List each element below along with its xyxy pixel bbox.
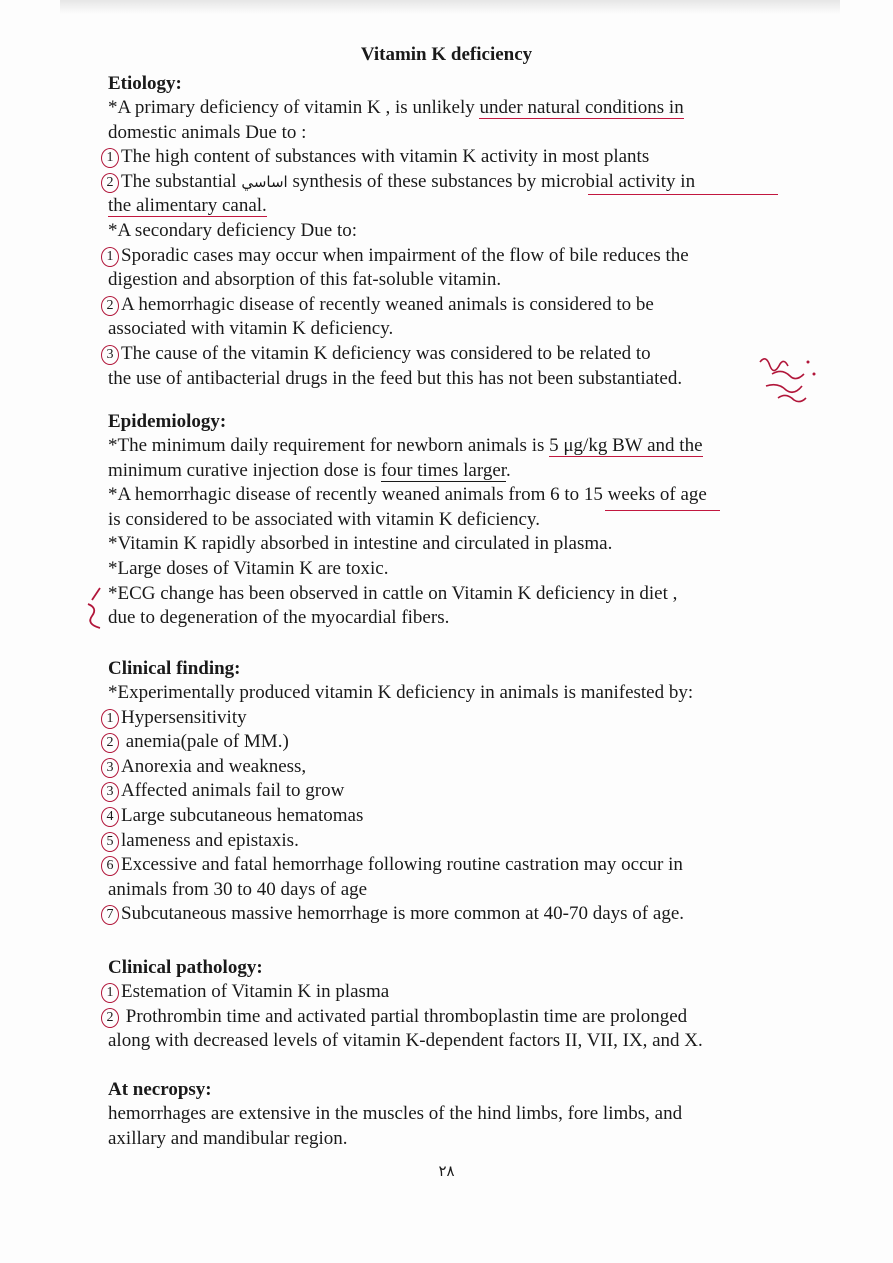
necropsy-line-1: hemorrhages are extensive in the muscles of the hind limbs, fore limbs, and [108, 1103, 683, 1124]
list-item-text: Excessive and fatal hemorrhage following routine castration may occur in [121, 854, 683, 876]
scan-edge-shadow [60, 0, 840, 14]
etiology-item-1 [108, 145, 798, 170]
list-item-text: lameness and epistaxis. [121, 829, 299, 851]
secondary-heading: *A secondary deficiency Due to: [108, 219, 358, 241]
necropsy-heading: At necropsy: [108, 1079, 212, 1100]
circled-number: 1 [101, 983, 119, 1003]
clinical-finding-list [108, 706, 798, 927]
circled-number: 3 [101, 782, 119, 802]
circled-number: 2 [101, 733, 119, 753]
page-number: ٢٨ [438, 1162, 455, 1180]
handwritten-underline [588, 194, 778, 195]
circled-number: 3 [101, 345, 119, 365]
list-item-text: Hypersensitivity [121, 706, 247, 728]
etiology-heading: Etiology: [108, 73, 182, 94]
underlined-text: four times larger [380, 459, 507, 481]
list-item [108, 755, 798, 780]
handwritten-underline [605, 510, 720, 511]
etiology-item-2 [108, 170, 798, 195]
circled-number: 4 [101, 807, 119, 827]
etiology-intro-line1 [108, 96, 798, 121]
list-item-text: Large subcutaneous hematomas [121, 804, 364, 826]
list-item-text: Anorexia and weakness, [121, 755, 307, 777]
circled-number: 1 [101, 709, 119, 729]
text-span: Estemation of Vitamin K in plasma [121, 981, 390, 1002]
circled-number: 2 [101, 173, 119, 193]
clinical-pathology-section [108, 956, 798, 1054]
list-item-continuation [108, 878, 798, 903]
secondary-item-3 [108, 342, 798, 367]
clinical-pathology-line-1 [108, 980, 798, 1005]
circled-number: 1 [101, 148, 119, 168]
text-span: The cause of the vitamin K deficiency was considered to be related to [121, 342, 651, 364]
circled-number: 3 [101, 758, 119, 778]
secondary-item-2 [108, 293, 798, 318]
underlined-text: under natural conditions in [479, 97, 684, 118]
list-item-text: Subcutaneous massive hemorrhage is more common at 40-70 days of age. [121, 903, 684, 925]
clinical-pathology-line-3: along with decreased levels of vitamin K-dependent factors II, VII, IX, and X. [108, 1030, 703, 1052]
text-span: *A primary deficiency of vitamin K , is unlikely [108, 97, 480, 118]
circled-number: 6 [101, 856, 119, 876]
page-title: Vitamin K deficiency [360, 44, 533, 65]
clinical-finding-intro: *Experimentally produced vitamin K deficiency in animals is manifested by: [108, 682, 694, 703]
secondary-item-1-cont: digestion and absorption of this fat-soluble vitamin. [108, 269, 502, 291]
circled-number: 5 [101, 832, 119, 852]
underlined-text: 5 μg/kg BW and the [549, 435, 703, 456]
text-span: . [506, 459, 511, 481]
list-item [108, 779, 798, 804]
list-item [108, 902, 798, 927]
margin-tick-icon [82, 586, 106, 630]
epidemiology-line-7: *ECG change has been observed in cattle on Vitamin K deficiency in diet , [108, 582, 678, 604]
epidemiology-line-3: *A hemorrhagic disease of recently weaned animals from 6 to 15 weeks of age [108, 484, 707, 506]
epidemiology-line-4: is considered to be associated with vitamin K deficiency. [108, 508, 540, 530]
text-span: The high content of substances with vitamin K activity in most plants [121, 146, 650, 168]
secondary-item-3-cont: the use of antibacterial drugs in the feed but this has not been substantiated. [108, 367, 683, 389]
clinical-finding-heading: Clinical finding: [108, 658, 241, 679]
epidemiology-line-6: *Large doses of Vitamin K are toxic. [108, 557, 389, 579]
etiology-section [108, 72, 798, 391]
list-item-text: anemia(pale of MM.) [121, 731, 289, 753]
epidemiology-line-2 [108, 459, 798, 484]
etiology-item-2-cont [108, 194, 798, 219]
clinical-finding-section [108, 657, 798, 927]
etiology-intro-line2: domestic animals Due to : [108, 121, 307, 143]
list-item [108, 706, 798, 731]
circled-number: 2 [101, 296, 119, 316]
list-item [108, 829, 798, 854]
epidemiology-line-8: due to degeneration of the myocardial fibers. [108, 607, 450, 629]
epidemiology-heading: Epidemiology: [108, 411, 227, 432]
necropsy-section [108, 1078, 798, 1151]
arabic-annotation: اساسي [241, 172, 288, 191]
clinical-pathology-line-2 [108, 1005, 798, 1030]
text-span: The substantial [121, 170, 242, 192]
epidemiology-line-5: *Vitamin K rapidly absorbed in intestine and circulated in plasma. [108, 533, 613, 555]
secondary-item-1 [108, 244, 798, 269]
clinical-pathology-heading: Clinical pathology: [108, 957, 263, 978]
secondary-item-2-cont: associated with vitamin K deficiency. [108, 318, 394, 340]
list-item-text: animals from 30 to 40 days of age [108, 878, 368, 900]
epidemiology-section [108, 410, 798, 631]
list-item [108, 804, 798, 829]
text-span: minimum curative injection dose is [108, 459, 381, 481]
text-span: *The minimum daily requirement for newborn animals is [108, 435, 550, 456]
necropsy-line-2: axillary and mandibular region. [108, 1127, 348, 1149]
handwritten-scribble-icon [752, 352, 822, 412]
circled-number: 7 [101, 905, 119, 925]
underlined-text: the alimentary canal. [108, 195, 267, 217]
circled-number: 1 [101, 247, 119, 267]
list-item [108, 853, 798, 878]
text-span: synthesis of these substances by microbial activity in [287, 170, 696, 192]
list-item-text: Affected animals fail to grow [121, 780, 345, 802]
list-item [108, 730, 798, 755]
text-span: A hemorrhagic disease of recently weaned animals is considered to be [121, 293, 654, 315]
epidemiology-line-1 [108, 434, 798, 459]
text-span: Prothrombin time and activated partial thromboplastin time are prolonged [121, 1005, 688, 1027]
circled-number: 2 [101, 1008, 119, 1028]
text-span: Sporadic cases may occur when impairment of the flow of bile reduces the [121, 244, 689, 266]
